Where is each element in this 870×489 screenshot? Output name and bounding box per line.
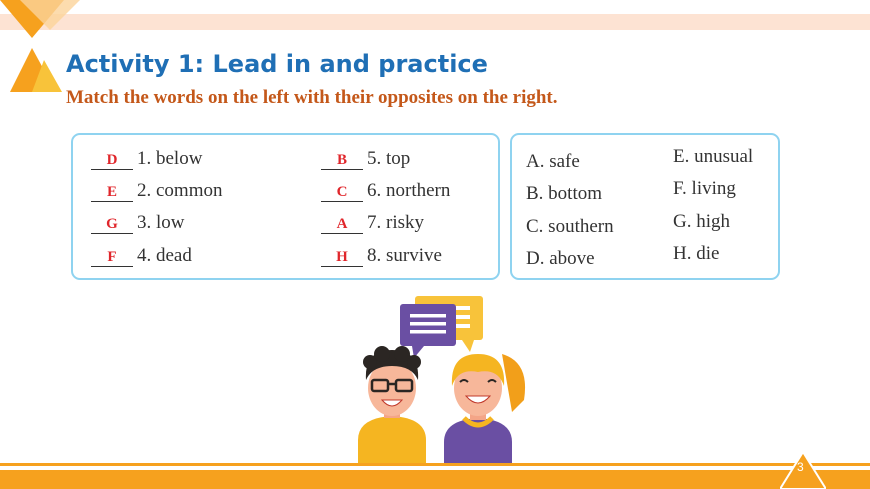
instruction-text: Match the words on the left with their opposites on the right. bbox=[66, 87, 558, 108]
word-label: 1. below bbox=[137, 148, 203, 169]
answer-blank[interactable]: E bbox=[91, 183, 133, 202]
word-label: 6. northern bbox=[367, 180, 451, 201]
boy-avatar-icon bbox=[358, 346, 426, 464]
option-item: C. southern bbox=[526, 216, 614, 237]
list-item bbox=[91, 245, 192, 267]
option-item: F. living bbox=[673, 178, 736, 199]
girl-avatar-icon bbox=[444, 354, 525, 464]
answer-blank[interactable]: B bbox=[321, 151, 363, 170]
word-label: 5. top bbox=[367, 148, 411, 169]
answer-blank[interactable]: A bbox=[321, 215, 363, 234]
option-item: A. safe bbox=[526, 151, 580, 172]
right-options-box bbox=[510, 133, 780, 280]
option-item: D. above bbox=[526, 248, 595, 269]
list-item bbox=[91, 180, 223, 202]
answer-blank[interactable]: D bbox=[91, 151, 133, 170]
answer-blank[interactable]: C bbox=[321, 183, 363, 202]
word-label: 4. dead bbox=[137, 245, 192, 266]
list-item bbox=[91, 148, 202, 170]
word-label: 8. survive bbox=[367, 245, 442, 266]
list-item bbox=[321, 212, 424, 234]
word-label: 2. common bbox=[137, 180, 223, 201]
word-label: 3. low bbox=[137, 212, 185, 233]
footer-bar bbox=[0, 470, 870, 489]
option-item: H. die bbox=[673, 243, 720, 264]
answer-blank[interactable]: F bbox=[91, 248, 133, 267]
page-number: 3 bbox=[797, 460, 804, 474]
option-item: E. unusual bbox=[673, 146, 754, 167]
list-item bbox=[91, 212, 185, 234]
list-item bbox=[321, 245, 442, 267]
word-label: 7. risky bbox=[367, 212, 424, 233]
list-item bbox=[321, 180, 450, 202]
page-title: Activity 1: Lead in and practice bbox=[66, 50, 488, 78]
answer-blank[interactable]: G bbox=[91, 215, 133, 234]
two-people-illustration bbox=[352, 292, 537, 464]
left-words-box bbox=[71, 133, 500, 280]
option-item: B. bottom bbox=[526, 183, 603, 204]
footer-line bbox=[0, 463, 870, 466]
answer-blank[interactable]: H bbox=[321, 248, 363, 267]
option-item: G. high bbox=[673, 211, 730, 232]
top-decorative-band bbox=[0, 0, 870, 34]
list-item bbox=[321, 148, 410, 170]
